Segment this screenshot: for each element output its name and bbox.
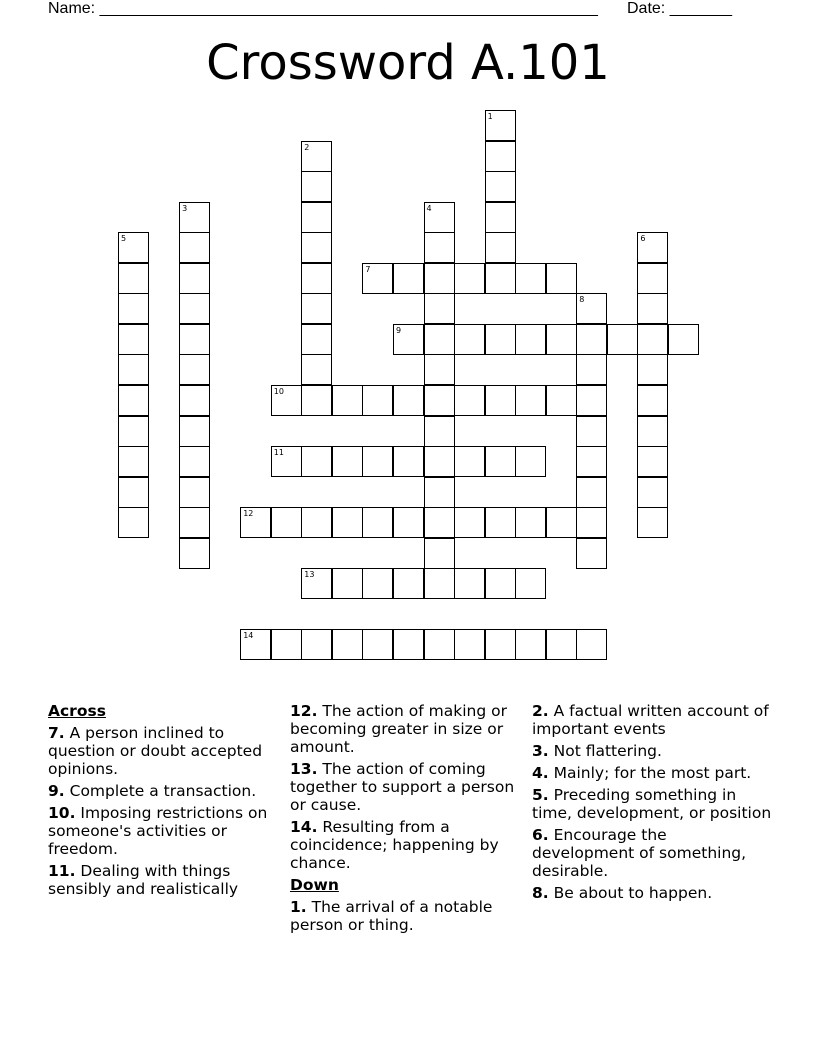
grid-cell[interactable] [301,171,332,202]
clues-column-1 [48,702,283,902]
clue-across-11 [48,862,283,898]
grid-cell[interactable] [637,446,668,477]
clue-text: Be about to happen. [553,884,713,902]
grid-cell[interactable] [118,354,149,385]
grid-cell[interactable] [637,324,668,355]
grid-cell[interactable] [332,446,363,477]
clue-text: Not flattering. [553,742,662,760]
clue-number: 9. [48,782,65,800]
grid-cell[interactable] [485,263,516,294]
grid-cell[interactable] [393,629,424,660]
down-heading: Down [290,876,339,894]
clue-down-5 [532,786,772,822]
clue-down-4 [532,764,772,782]
grid-cell[interactable] [424,538,455,569]
grid-cell[interactable] [424,568,455,599]
grid-cell[interactable] [515,263,546,294]
grid-cell[interactable] [515,568,546,599]
grid-cell[interactable] [118,385,149,416]
grid-cell[interactable] [301,324,332,355]
grid-cell[interactable] [424,477,455,508]
grid-cell[interactable] [179,385,210,416]
grid-cell[interactable] [301,293,332,324]
clue-text: Mainly; for the most part. [553,764,752,782]
grid-cell[interactable] [485,232,516,263]
grid-cell[interactable] [179,446,210,477]
grid-cell[interactable] [607,324,638,355]
grid-cell[interactable] [668,324,699,355]
grid-cell[interactable] [637,263,668,294]
grid-cell[interactable] [454,324,485,355]
grid-cell[interactable] [118,416,149,447]
grid-cell[interactable] [576,354,607,385]
page-title: Crossword A.101 [206,35,610,91]
grid-cell[interactable] [301,202,332,233]
grid-cell[interactable] [637,416,668,447]
grid-cell[interactable] [546,263,577,294]
grid-cell[interactable] [424,416,455,447]
clue-number-label: 10 [273,386,284,396]
clue-number: 1. [290,898,307,916]
grid-cell[interactable] [301,507,332,538]
clue-number-label: 14 [243,631,254,641]
grid-cell[interactable] [118,293,149,324]
grid-cell[interactable] [301,354,332,385]
clue-number: 7. [48,724,65,742]
clue-number-label: 5 [121,234,127,244]
grid-cell[interactable] [576,507,607,538]
grid-cell[interactable] [179,507,210,538]
grid-cell[interactable] [179,416,210,447]
grid-cell[interactable] [454,446,485,477]
grid-cell[interactable] [424,232,455,263]
grid-cell[interactable] [393,507,424,538]
grid-cell[interactable] [393,263,424,294]
grid-cell[interactable] [393,446,424,477]
grid-cell[interactable] [424,507,455,538]
clue-number-label: 7 [365,264,371,274]
clue-text: The action of coming together to support a person or cause. [290,760,515,814]
grid-cell[interactable] [118,324,149,355]
grid-cell[interactable] [424,324,455,355]
grid-cell[interactable] [424,385,455,416]
grid-cell[interactable] [576,629,607,660]
clue-number-label: 3 [182,203,188,213]
grid-cell[interactable] [362,385,393,416]
grid-cell[interactable] [546,385,577,416]
grid-cell[interactable] [179,263,210,294]
grid-cell[interactable] [118,507,149,538]
grid-cell[interactable] [515,324,546,355]
clue-number: 4. [532,764,549,782]
grid-cell[interactable] [179,324,210,355]
clue-across-12 [290,702,525,756]
grid-cell[interactable] [637,354,668,385]
grid-cell[interactable] [301,232,332,263]
clue-text: A factual written account of important events [532,702,769,738]
grid-cell[interactable] [546,324,577,355]
clue-number-label: 2 [304,142,310,152]
clue-text: A person inclined to question or doubt accepted opinions. [48,724,263,778]
grid-cell[interactable] [546,629,577,660]
grid-cell[interactable] [515,446,546,477]
grid-cell[interactable] [454,629,485,660]
clue-text: The action of making or becoming greater in size or amount. [290,702,507,756]
grid-cell[interactable] [362,629,393,660]
clue-number: 14. [290,818,318,836]
grid-cell[interactable] [576,324,607,355]
grid-cell[interactable] [332,507,363,538]
clue-number: 12. [290,702,318,720]
grid-cell[interactable] [485,446,516,477]
grid-cell[interactable] [179,538,210,569]
grid-cell[interactable] [454,507,485,538]
grid-cell[interactable] [485,141,516,172]
grid-cell[interactable] [454,263,485,294]
grid-cell[interactable] [454,385,485,416]
grid-cell[interactable] [362,446,393,477]
grid-cell[interactable] [424,629,455,660]
grid-cell[interactable] [301,446,332,477]
clue-number-label: 12 [243,509,254,519]
clue-number: 13. [290,760,318,778]
grid-cell[interactable] [576,416,607,447]
grid-cell[interactable] [576,446,607,477]
grid-cell[interactable] [485,324,516,355]
grid-cell[interactable] [179,354,210,385]
grid-cell[interactable] [332,385,363,416]
clue-across-14 [290,818,525,872]
grid-cell[interactable] [118,477,149,508]
grid-cell[interactable] [332,629,363,660]
clue-number: 5. [532,786,549,804]
clue-number-label: 1 [487,112,493,121]
clue-number-label: 8 [579,295,585,305]
clues-column-2 [290,702,525,938]
clue-number: 6. [532,826,549,844]
grid-cell[interactable] [301,385,332,416]
clue-text: Imposing restrictions on someone's activities or freedom. [48,804,268,858]
grid-cell[interactable] [637,385,668,416]
grid-cell[interactable] [637,293,668,324]
grid-cell[interactable] [485,171,516,202]
clue-number: 3. [532,742,549,760]
grid-cell[interactable] [576,538,607,569]
clue-number: 10. [48,804,76,822]
grid-cell[interactable] [179,477,210,508]
clue-text: Resulting from a coincidence; happening by chance. [290,818,499,872]
clue-number-label: 11 [273,448,284,458]
clue-across-9 [48,782,283,800]
grid-cell[interactable] [271,629,302,660]
grid-cell[interactable] [179,293,210,324]
clue-number: 2. [532,702,549,720]
grid-cell[interactable] [424,263,455,294]
clue-number-label: 9 [395,325,402,335]
grid-cell[interactable] [485,629,516,660]
clue-number: 8. [532,884,549,902]
clue-text: The arrival of a notable person or thing. [290,898,493,934]
grid-cell[interactable] [576,477,607,508]
grid-cell[interactable] [424,354,455,385]
grid-cell[interactable] [485,202,516,233]
grid-cell[interactable] [393,568,424,599]
grid-cell[interactable] [118,446,149,477]
grid-cell[interactable] [515,507,546,538]
grid-cell[interactable] [362,507,393,538]
grid-cell[interactable] [515,629,546,660]
clue-text: Dealing with things sensibly and realistically [48,862,239,898]
grid-cell[interactable] [271,507,302,538]
clue-down-1 [290,898,525,934]
clue-text: Complete a transaction. [69,782,257,800]
grid-cell[interactable] [485,385,516,416]
clue-number: 11. [48,862,76,880]
clue-down-2 [532,702,772,738]
grid-cell[interactable] [332,568,363,599]
grid-cell[interactable] [179,232,210,263]
grid-cell[interactable] [576,385,607,416]
grid-cell[interactable] [424,293,455,324]
grid-cell[interactable] [301,629,332,660]
clue-number-label: 13 [304,570,315,580]
grid-cell[interactable] [118,263,149,294]
grid-cell[interactable] [546,507,577,538]
grid-cell[interactable] [485,507,516,538]
grid-cell[interactable] [637,507,668,538]
grid-cell[interactable] [393,385,424,416]
grid-cell[interactable] [301,263,332,294]
date-field-label: Date: _______ [627,0,732,17]
clue-number-label: 6 [640,234,646,244]
clue-down-3 [532,742,772,760]
grid-cell[interactable] [485,568,516,599]
clue-down-8 [532,884,772,902]
clue-number-label: 4 [426,203,432,213]
clue-across-10 [48,804,283,858]
grid-cell[interactable] [515,385,546,416]
clue-text: Encourage the development of something, desirable. [532,826,747,880]
grid-cell[interactable] [454,568,485,599]
name-field-label: Name: ________________________________________________________ [48,0,598,17]
clue-down-6 [532,826,772,880]
clue-text: Preceding something in time, development, or position [532,786,772,822]
grid-cell[interactable] [424,446,455,477]
clue-across-13 [290,760,525,814]
clues-column-3 [532,702,772,906]
clue-across-7 [48,724,283,778]
grid-cell[interactable] [637,477,668,508]
grid-cell[interactable] [362,568,393,599]
across-heading: Across [48,702,106,720]
